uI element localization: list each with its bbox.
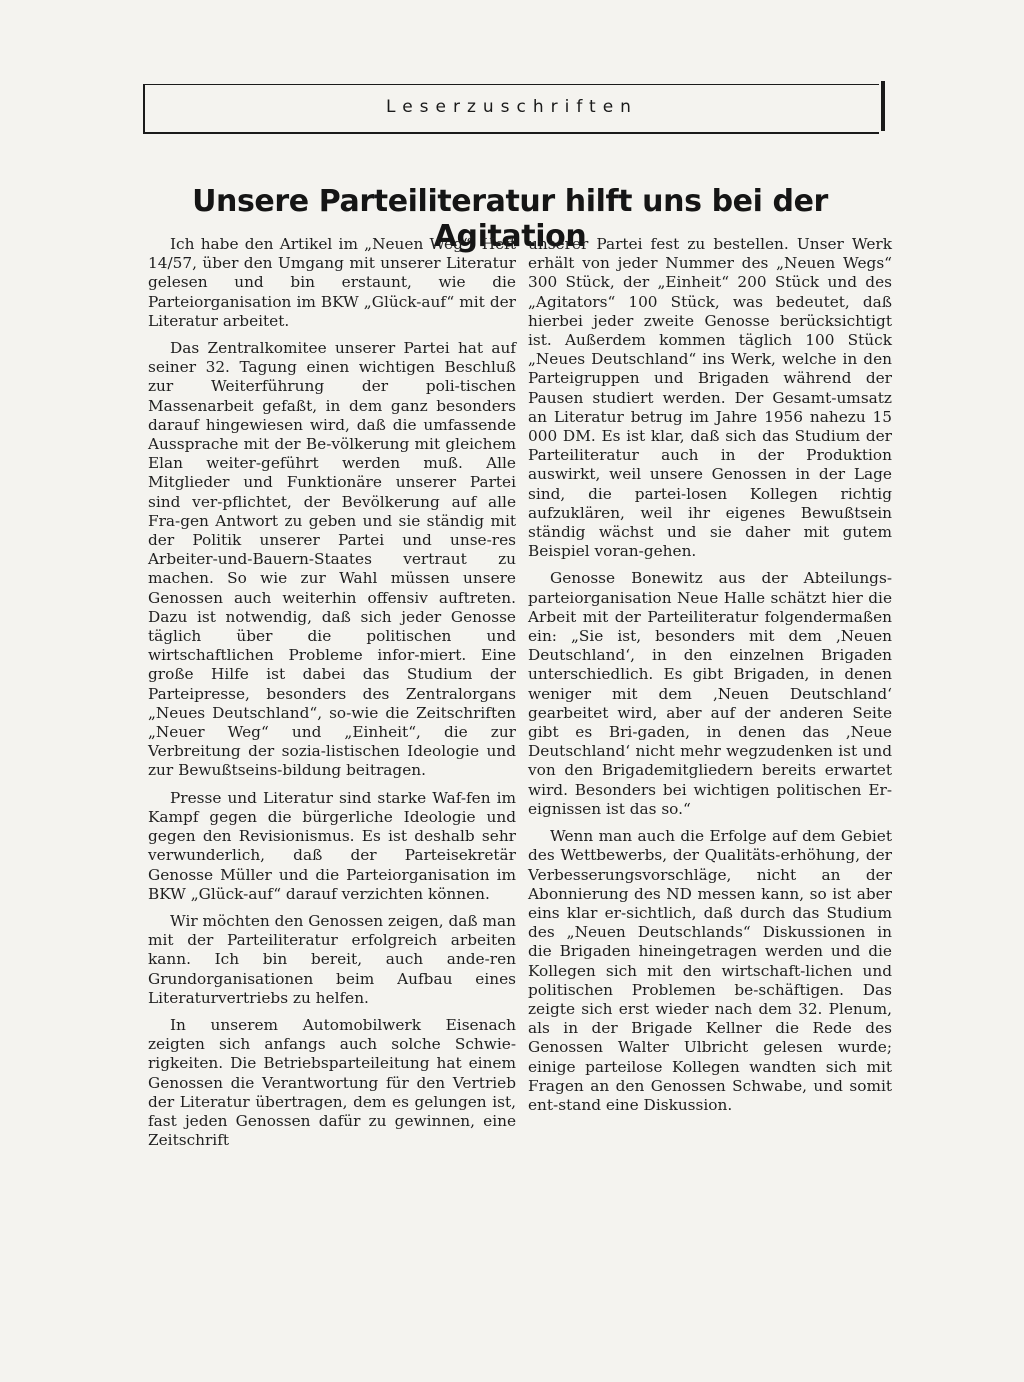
article-column-right [528,235,892,1123]
paragraph: Ich habe den Artikel im „Neuen Weg“, Heft 14/57, über den Umgang mit unserer Literatur gelesen und bin erstaunt, wie die Parteiorganisation im BKW „Glück-auf“ mit der Literatur arbeitet. [148,235,516,330]
article-title: Unsere Parteiliteratur hilft uns bei der Agitation [192,184,828,255]
paragraph: Presse und Literatur sind starke Waf-fen im Kampf gegen die bürgerliche Ideologie und gegen den Revisionismus. Es ist deshalb sehr verwunderlich, daß der Parteisekretär Genosse Müller und die Parteiorganisation im BKW „Glück-auf“ darauf verzichten können. [148,788,516,903]
paragraph-continued: unserer Partei fest zu bestellen. Unser Werk erhält von jeder Nummer des „Neuen Wegs“ 300 Stück, der „Einheit“ 200 Stück und des „Agitators“ 100 Stück, was bedeutet, daß hierbei jeder zweite Genosse berücksichtigt ist. Außerdem kommen täglich 100 Stück „Neues Deutschland“ ins Werk, welche in den Parteigruppen und Brigaden während der Pausen studiert werden. Der Gesamt-umsatz an Literatur betrug im Jahre 1956 nahezu 15 000 DM. Es ist klar, daß sich das Studium der Parteiliteratur auch in der Produktion auswirkt, weil unsere Genossen in der Lage sind, die partei-losen Kollegen richtig aufzuklären, weil ihr eigenes Bewußtsein ständig wächst und sie daher mit gutem Beispiel voran-gehen. [528,235,892,561]
section-header-box [143,84,879,134]
paragraph: In unserem Automobilwerk Eisenach zeigten sich anfangs auch solche Schwie-rigkeiten. Die Betriebsparteileitung hat einem Genossen die Verantwortung für den Vertrieb der Literatur übertragen, dem es gelungen ist, fast jeden Genossen dafür zu gewinnen, eine Zeitschrift [148,1015,516,1150]
section-label: Leserzuschriften [386,97,638,117]
paragraph: Das Zentralkomitee unserer Partei hat auf seiner 32. Tagung einen wichtigen Beschluß zur Weiterführung der poli-tischen Massenarbeit gefaßt, in dem ganz besonders darauf hingewiesen wird, daß die umfassende Aussprache mit der Be-völkerung mit gleichem Elan weiter-geführt werden muß. Alle Mitglieder und Funktionäre unserer Partei sind ver-pflichtet, der Bevölkerung auf alle Fra-gen Antwort zu geben und sie ständig mit der Politik unserer Partei und unse-res Arbeiter-und-Bauern-Staates vertraut zu machen. So wie zur Wahl müssen unsere Genossen auch weiterhin offensiv auftreten. Dazu ist notwendig, daß sich jeder Genosse täglich über die politischen und wirtschaftlichen Probleme infor-miert. Eine große Hilfe ist dabei das Studium der Parteipresse, besonders des Zentralorgans „Neues Deutschland“, so-wie die Zeitschriften „Neuer Weg“ und „Einheit“, die zur Verbreitung der sozia-listischen Ideologie und zur Bewußtseins-bildung beitragen. [148,339,516,780]
paragraph: Wir möchten den Genossen zeigen, daß man mit der Parteiliteratur erfolgreich arbeiten kann. Ich bin bereit, auch ande-ren Grundorganisationen beim Aufbau eines Literaturvertriebs zu helfen. [148,911,516,1007]
paragraph: Genosse Bonewitz aus der Abteilungs-parteiorganisation Neue Halle schätzt hier die Arbeit mit der Parteiliteratur folgendermaßen ein: „Sie ist, besonders mit dem ‚Neuen Deutschland‘, in den einzelnen Brigaden unterschiedlich. Es gibt Brigaden, in denen weniger mit dem ‚Neuen Deutschland‘ gearbeitet wird, aber auf der anderen Seite gibt es Bri-gaden, in denen das ‚Neue Deutschland‘ nicht mehr wegzudenken ist und von den Brigademitgliedern bereits erwartet wird. Besonders bei wichtigen politischen Er-eignissen ist das so.“ [528,569,892,818]
article-column-left [148,235,516,1158]
paragraph: Wenn man auch die Erfolge auf dem Gebiet des Wettbewerbs, der Qualitäts-erhöhung, der Verbesserungsvorschläge, nicht an der Abonnierung des ND messen kann, so ist aber eins klar er-sichtlich, daß durch das Studium des „Neuen Deutschlands“ Diskussionen in die Brigaden hineingetragen werden und die Kollegen sich mit den wirtschaft-lichen und politischen Problemen be-schäftigen. Das zeigte sich erst wieder nach dem 32. Plenum, als in der Brigade Kellner die Rede des Genossen Walter Ulbricht gelesen wurde; einige parteilose Kollegen wandten sich mit Fragen an den Genossen Schwabe, und somit ent-stand eine Diskussion. [528,827,892,1114]
